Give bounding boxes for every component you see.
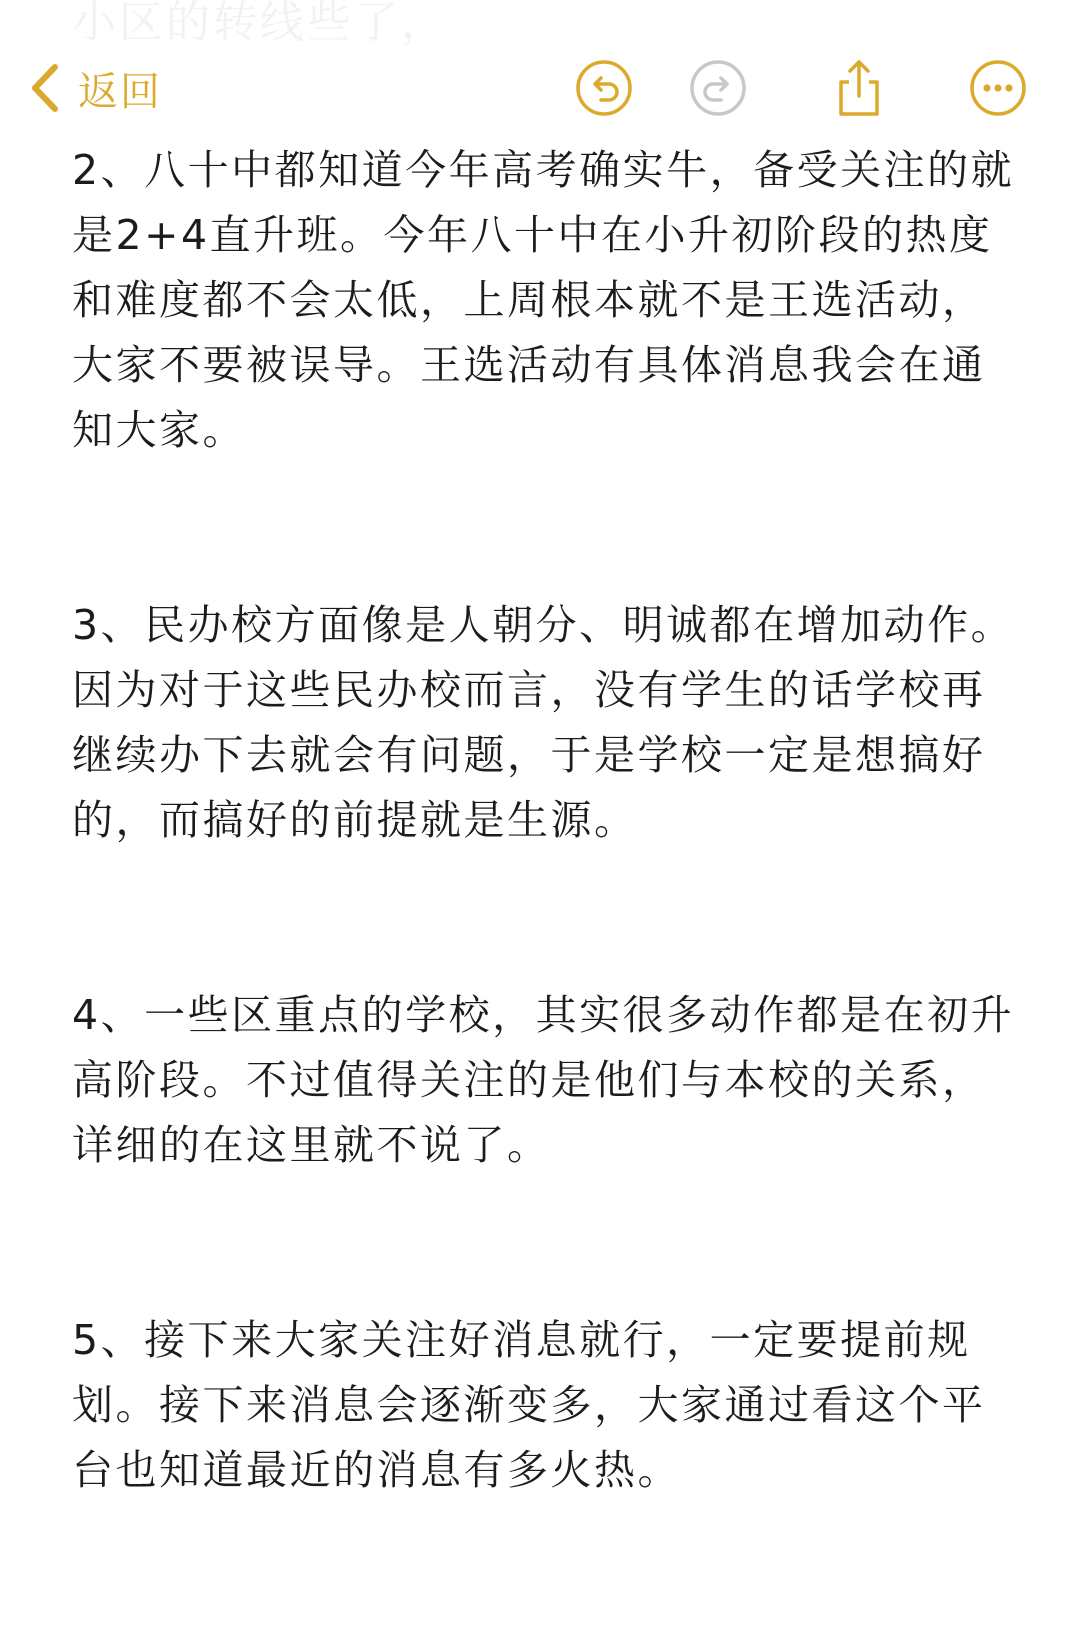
share-icon[interactable] bbox=[829, 58, 889, 118]
back-label: 返回 bbox=[78, 68, 162, 115]
chevron-left-icon bbox=[28, 62, 62, 114]
note-paragraph: 3、民办校方面像是人朝分、明诚都在增加动作。因为对于这些民办校而言，没有学生的话学校再继续办下去就会有问题，于是学校一定是想搞好的，而搞好的前提就是生源。 bbox=[72, 601, 1015, 844]
note-body[interactable] bbox=[72, 138, 1022, 1633]
faded-previous-line: 小区的转线些了， bbox=[72, 0, 448, 48]
note-paragraph: 5、接下来大家关注好消息就行，一定要提前规划。接下来消息会逐渐变多，大家通过看这个平台也知道最近的消息有多火热。 bbox=[72, 1316, 986, 1494]
note-paragraph: 2、八十中都知道今年高考确实牛，备受关注的就是2+4直升班。今年八十中在小升初阶段的热度和难度都不会太低，上周根本就不是王选活动，大家不要被误导。王选活动有具体消息我会在通知大家。 bbox=[72, 146, 1015, 454]
note-paragraph: 4、一些区重点的学校，其实很多动作都是在初升高阶段。不过值得关注的是他们与本校的关系，详细的在这里就不说了。 bbox=[72, 991, 1015, 1169]
redo-icon[interactable] bbox=[688, 58, 748, 118]
back-button[interactable] bbox=[28, 58, 162, 118]
more-icon[interactable] bbox=[968, 58, 1028, 118]
undo-icon[interactable] bbox=[574, 58, 634, 118]
navigation-bar bbox=[0, 48, 1080, 128]
